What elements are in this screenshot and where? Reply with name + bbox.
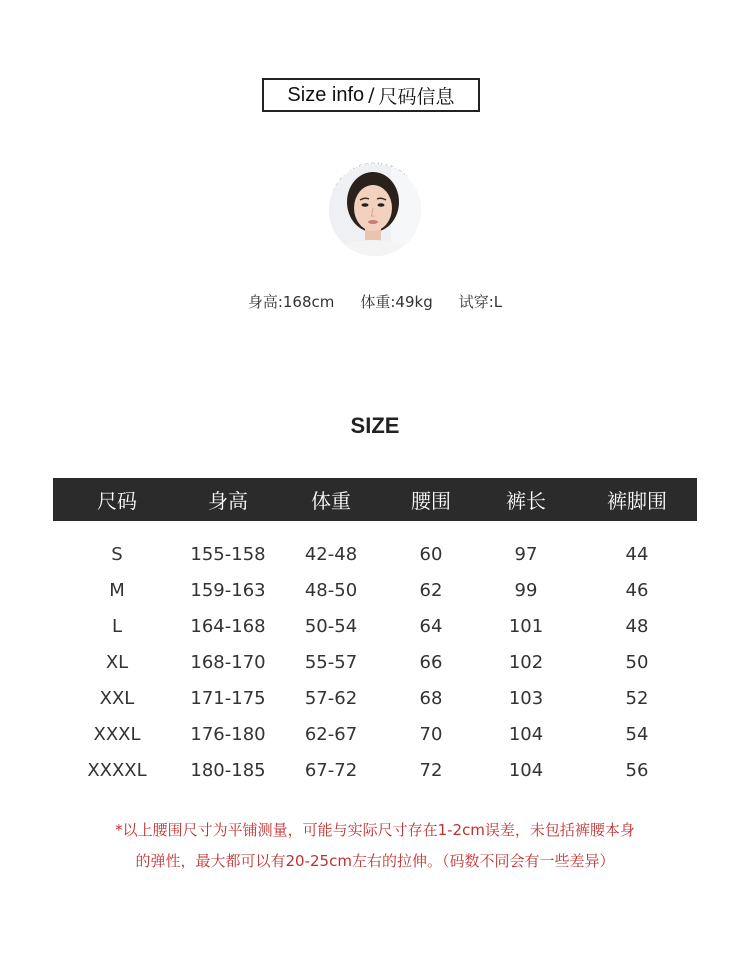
cell-height: 159-163 [190, 579, 266, 601]
cell-waist: 72 [419, 759, 443, 781]
header-weight: 体重 [311, 489, 351, 513]
table-row [53, 752, 697, 788]
model-avatar-block [322, 152, 428, 258]
title-chinese: 尺码信息 [378, 85, 455, 108]
cell-hem: 48 [625, 615, 649, 637]
header-size: 尺码 [97, 489, 137, 513]
cell-waist: 70 [419, 723, 443, 745]
cell-weight: 62-67 [304, 723, 358, 745]
cell-waist: 62 [419, 579, 443, 601]
model-info [0, 291, 750, 312]
table-row [53, 680, 697, 716]
table-row [53, 536, 697, 572]
cell-length: 103 [508, 687, 544, 709]
table-header [53, 478, 697, 521]
cell-length: 97 [514, 543, 538, 565]
cell-hem: 56 [625, 759, 649, 781]
cell-size: XXL [99, 687, 135, 709]
cell-waist: 66 [419, 651, 443, 673]
note-line-1: *以上腰围尺寸为平铺测量，可能与实际尺寸存在1-2cm误差，未包括裤腰本身 [115, 821, 635, 839]
cell-weight: 57-62 [304, 687, 358, 709]
size-table [53, 478, 697, 788]
cell-hem: 54 [625, 723, 649, 745]
model-tried-size: 试穿:L [458, 293, 503, 311]
table-row [53, 716, 697, 752]
header-height: 身高 [208, 489, 248, 513]
cell-weight: 48-50 [304, 579, 358, 601]
note-line-2: 的弹性，最大都可以有20-25cm左右的拉伸。（码数不同会有一些差异） [135, 852, 615, 870]
cell-height: 176-180 [190, 723, 266, 745]
cell-height: 164-168 [190, 615, 266, 637]
cell-length: 101 [508, 615, 544, 637]
cell-length: 104 [508, 759, 544, 781]
cell-height: 171-175 [190, 687, 266, 709]
cell-size: XXXL [93, 723, 141, 745]
cell-hem: 44 [625, 543, 649, 565]
size-info-title [262, 78, 480, 112]
cell-size: XXXXL [87, 759, 147, 781]
table-row [53, 572, 697, 608]
header-waist: 腰围 [411, 489, 451, 513]
cell-size: XL [105, 651, 129, 673]
header-hem: 裤脚围 [607, 489, 667, 513]
table-row [53, 644, 697, 680]
avatar [329, 164, 421, 256]
cell-size: S [111, 543, 123, 565]
measurement-note [0, 815, 750, 877]
cell-length: 104 [508, 723, 544, 745]
cell-height: 168-170 [190, 651, 266, 673]
cell-weight: 42-48 [304, 543, 358, 565]
cell-waist: 60 [419, 543, 443, 565]
size-heading: SIZE [350, 413, 400, 438]
cell-waist: 64 [419, 615, 443, 637]
cell-weight: 67-72 [304, 759, 358, 781]
table-row [53, 608, 697, 644]
model-height: 身高:168cm [247, 293, 335, 311]
cell-size: L [111, 615, 123, 637]
cell-size: M [109, 579, 125, 601]
cell-waist: 68 [419, 687, 443, 709]
model-weight: 体重:49kg [360, 293, 433, 311]
header-length: 裤长 [506, 489, 546, 513]
cell-length: 102 [508, 651, 544, 673]
model-portrait-image [329, 164, 421, 256]
title-separator: / [368, 84, 375, 106]
cell-height: 155-158 [190, 543, 266, 565]
cell-hem: 46 [625, 579, 649, 601]
table-body [53, 521, 697, 788]
cell-hem: 50 [625, 651, 649, 673]
cell-weight: 50-54 [304, 615, 358, 637]
title-english: Size info [287, 83, 365, 106]
cell-height: 180-185 [190, 759, 266, 781]
cell-weight: 55-57 [304, 651, 358, 673]
cell-length: 99 [514, 579, 538, 601]
cell-hem: 52 [625, 687, 649, 709]
